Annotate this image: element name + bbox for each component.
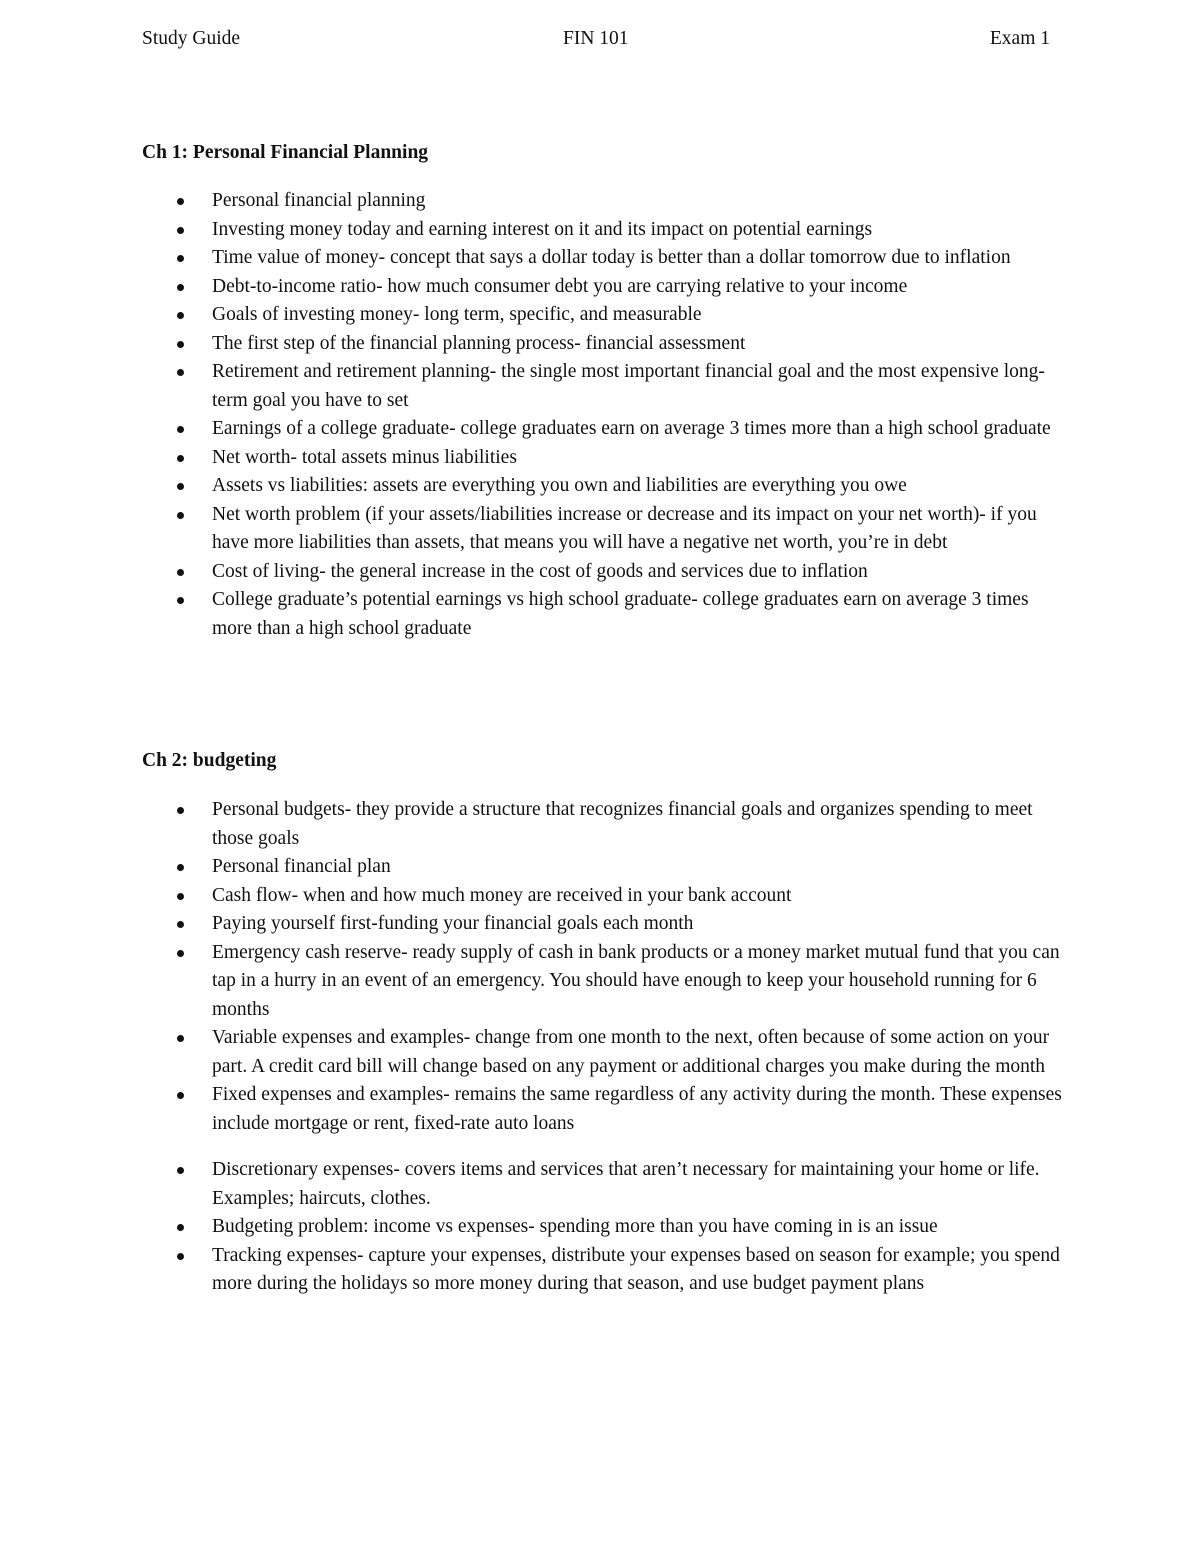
list-item <box>212 216 1072 245</box>
list-item-text: Net worth problem (if your assets/liabilities increase or decrease and its impact on your net worth)- if you have more liabilities than assets, that means you will have a negative net worth, you’re in debt <box>212 503 1037 553</box>
list-item <box>212 558 1072 587</box>
list-item-text: Cost of living- the general increase in the cost of goods and services due to inflation <box>212 560 868 582</box>
header-left-text: Study Guide <box>142 28 241 49</box>
list-item-text: Fixed expenses and examples- remains the same regardless of any activity during the month. These expenses include mortgage or rent, fixed-rate auto loans <box>212 1084 1062 1134</box>
list-item <box>212 187 1072 216</box>
bullet-icon <box>177 1092 184 1099</box>
section-heading-ch1: Ch 1: Personal Financial Planning <box>142 142 429 163</box>
list-item-text: Tracking expenses- capture your expenses, distribute your expenses based on season for example; you spend more during the holidays so more money during that season, and use budget payment plans <box>212 1244 1060 1294</box>
bullet-icon <box>177 369 184 376</box>
list-item-text: Time value of money- concept that says a dollar today is better than a dollar tomorrow due to inflation <box>212 247 1011 268</box>
list-item-text: Variable expenses and examples- change from one month to the next, often because of some action on your part. A credit card bill will change based on any payment or additional charges you make during the month <box>212 1027 1050 1077</box>
bullet-icon <box>177 227 184 234</box>
list-item-text: Assets vs liabilities: assets are everything you own and liabilities are everything you owe <box>212 475 907 496</box>
header-course-text: FIN 101 <box>563 28 629 49</box>
bullet-list-ch2 <box>212 796 1072 1299</box>
section-heading-ch2: Ch 2: budgeting <box>142 750 277 771</box>
list-item <box>212 882 1072 911</box>
bullet-icon <box>177 455 184 462</box>
list-item <box>212 244 1072 273</box>
bullet-icon <box>177 893 184 900</box>
bullet-icon <box>177 426 184 433</box>
bullet-icon <box>177 198 184 205</box>
list-item-text: Debt-to-income ratio- how much consumer debt you are carrying relative to your income <box>212 275 908 297</box>
bullet-icon <box>177 1167 184 1174</box>
list-item <box>212 1081 1072 1138</box>
list-item-text: Net worth- total assets minus liabilities <box>212 446 517 468</box>
list-item-text: Discretionary expenses- covers items and services that aren’t necessary for maintaining your home or life. Examples; haircuts, clothes. <box>212 1159 1040 1209</box>
list-item <box>212 1242 1072 1299</box>
bullet-icon <box>177 569 184 576</box>
list-item-text: Investing money today and earning interest on it and its impact on potential earnings <box>212 218 873 240</box>
list-item-text: Goals of investing money- long term, specific, and measurable <box>212 304 702 325</box>
list-item <box>212 1213 1072 1242</box>
list-item <box>212 796 1072 853</box>
list-item <box>212 415 1072 444</box>
list-item <box>212 1156 1072 1213</box>
bullet-icon <box>177 512 184 519</box>
bullet-icon <box>177 312 184 319</box>
list-item <box>212 939 1072 1025</box>
bullet-icon <box>177 284 184 291</box>
list-item <box>212 358 1072 415</box>
list-item <box>212 501 1072 558</box>
bullet-icon <box>177 807 184 814</box>
list-item-text: Emergency cash reserve- ready supply of cash in bank products or a money market mutual fund that you can tap in a hurry in an event of an emergency. You should have enough to keep your household running for 6 months <box>212 941 1060 1020</box>
list-item <box>212 1024 1072 1081</box>
bullet-icon <box>177 1035 184 1042</box>
list-item-text: Earnings of a college graduate- college graduates earn on average 3 times more than a high school graduate <box>212 418 1051 439</box>
list-item-text: Personal financial plan <box>212 856 391 877</box>
list-item-text: Personal budgets- they provide a structure that recognizes financial goals and organizes spending to meet those goals <box>212 799 1033 849</box>
bullet-icon <box>177 1253 184 1260</box>
bullet-icon <box>177 1224 184 1231</box>
list-item-text: Paying yourself first-funding your financial goals each month <box>212 913 694 934</box>
list-item <box>212 330 1072 359</box>
bullet-icon <box>177 950 184 957</box>
list-item <box>212 472 1072 501</box>
page-header <box>142 28 1050 56</box>
list-item <box>212 910 1072 939</box>
bullet-icon <box>177 597 184 604</box>
bullet-icon <box>177 921 184 928</box>
list-item-text: Budgeting problem: income vs expenses- spending more than you have coming in is an issue <box>212 1216 938 1237</box>
list-item <box>212 586 1072 643</box>
list-item-text: Cash flow- when and how much money are received in your bank account <box>212 884 792 906</box>
list-item <box>212 444 1072 473</box>
bullet-icon <box>177 341 184 348</box>
bullet-icon <box>177 864 184 871</box>
list-item <box>212 853 1072 882</box>
list-item-text: College graduate’s potential earnings vs high school graduate- college graduates earn on average 3 times more than a high school graduate <box>212 589 1029 639</box>
header-right-text: Exam 1 <box>989 28 1050 49</box>
list-item-text: Retirement and retirement planning- the single most important financial goal and the most expensive long-term goal you have to set <box>212 361 1045 411</box>
list-item-text: The first step of the financial planning process- financial assessment <box>212 332 746 354</box>
list-item-text: Personal financial planning <box>212 190 426 211</box>
bullet-list-ch1 <box>212 187 1072 643</box>
bullet-icon <box>177 483 184 490</box>
list-item <box>212 273 1072 302</box>
bullet-icon <box>177 255 184 262</box>
list-item <box>212 301 1072 330</box>
